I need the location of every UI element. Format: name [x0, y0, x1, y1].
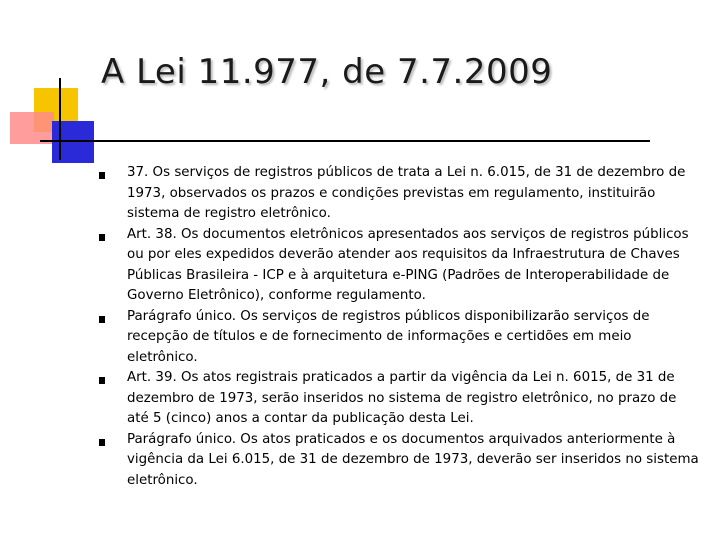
bullet-square-icon: [99, 172, 105, 179]
bullet-item: [99, 307, 699, 369]
bullet-item: [99, 225, 699, 307]
bullet-square-icon: [99, 234, 105, 241]
bullet-square-icon: [99, 316, 105, 323]
decorative-vertical-line: [59, 78, 61, 160]
bullet-text: Parágrafo único. Os serviços de registros públicos disponibilizarão serviços de recepção de títulos e de fornecimento de informações e certidões em meio eletrônico.: [127, 308, 650, 365]
title-underline: [40, 140, 650, 142]
bullet-text: 37. Os serviços de registros públicos de trata a Lei n. 6.015, de 31 de dezembro de 1973, observados os prazos e condições previstas em regulamento, instituirão sistema de registro eletrônico.: [127, 165, 686, 221]
bullet-text: Parágrafo único. Os atos praticados e os documentos arquivados anteriormente à vigência da Lei 6.015, de 31 de dezembro de 1973, deverão ser inseridos no sistema eletrônico.: [127, 431, 699, 488]
bullet-item: [99, 430, 699, 492]
bullet-item: [99, 368, 699, 430]
bullet-item: [99, 163, 699, 225]
bullet-square-icon: [99, 377, 105, 384]
slide-title: A Lei 11.977, de 7.7.2009: [101, 52, 553, 92]
bullet-list: [99, 163, 699, 491]
bullet-square-icon: [99, 439, 105, 446]
bullet-text: Art. 38. Os documentos eletrônicos apresentados aos serviços de registros públicos ou por eles expedidos deverão atender aos requisitos da Infraestrutura de Chaves Públicas Brasileira - ICP e à arquitetura e-PING (Padrões de Interoperabilidade de Governo Eletrônico), conforme regulamento.: [127, 226, 689, 303]
bullet-text: Art. 39. Os atos registrais praticados a partir da vigência da Lei n. 6015, de 31 de dezembro de 1973, serão inseridos no sistema de registro eletrônico, no prazo de até 5 (cinco) anos a contar da publicação desta Lei.: [127, 370, 677, 426]
